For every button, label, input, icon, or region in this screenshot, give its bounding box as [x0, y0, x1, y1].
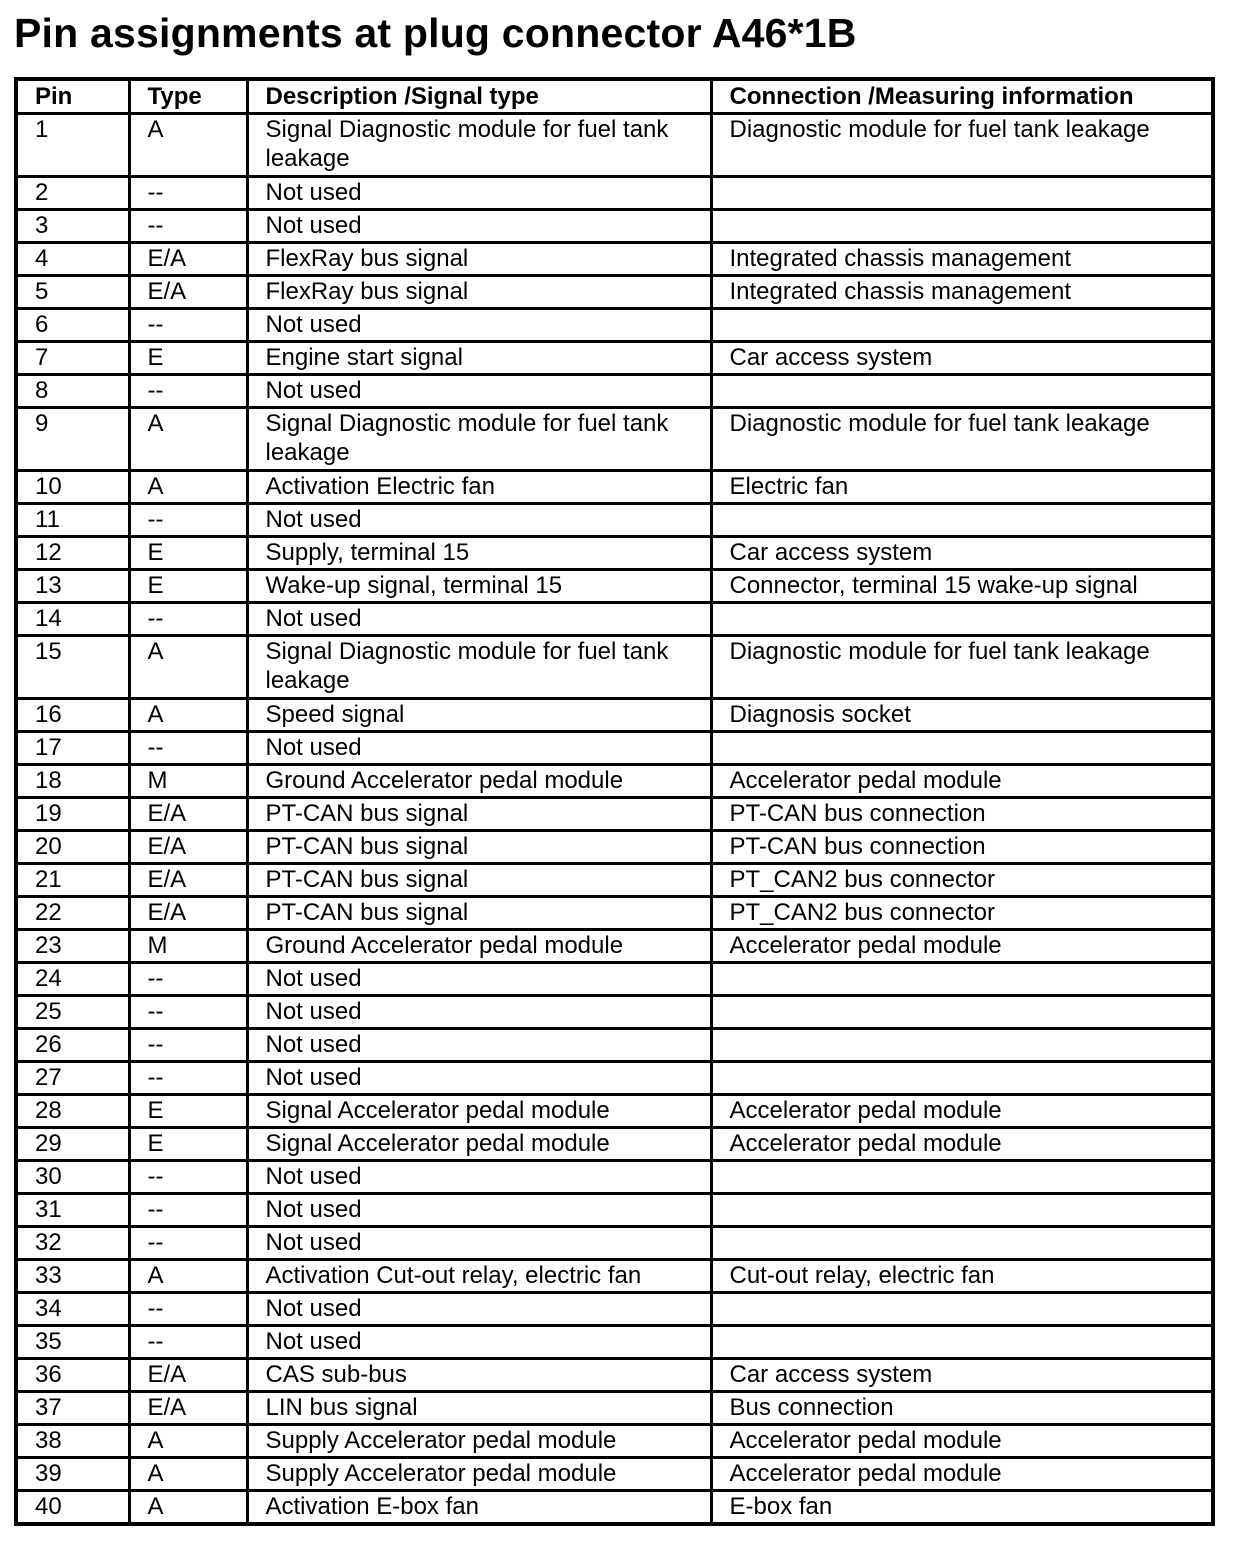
- cell-pin: 10: [16, 471, 129, 504]
- cell-connection: PT-CAN bus connection: [711, 798, 1213, 831]
- cell-connection: [711, 1161, 1213, 1194]
- cell-description: Not used: [247, 1062, 711, 1095]
- cell-connection: PT_CAN2 bus connector: [711, 864, 1213, 897]
- table-row: [16, 1095, 1213, 1128]
- cell-type: A: [129, 114, 247, 177]
- table-row: [16, 732, 1213, 765]
- cell-type: E: [129, 1128, 247, 1161]
- cell-type: A: [129, 1458, 247, 1491]
- cell-pin: 27: [16, 1062, 129, 1095]
- table-row: [16, 375, 1213, 408]
- table-row: [16, 1326, 1213, 1359]
- cell-type: --: [129, 603, 247, 636]
- cell-type: --: [129, 309, 247, 342]
- cell-pin: 1: [16, 114, 129, 177]
- table-row: [16, 1227, 1213, 1260]
- cell-pin: 13: [16, 570, 129, 603]
- cell-pin: 22: [16, 897, 129, 930]
- cell-pin: 4: [16, 243, 129, 276]
- cell-description: Engine start signal: [247, 342, 711, 375]
- cell-type: E: [129, 537, 247, 570]
- cell-description: FlexRay bus signal: [247, 243, 711, 276]
- cell-connection: [711, 375, 1213, 408]
- cell-connection: Diagnosis socket: [711, 699, 1213, 732]
- cell-description: Not used: [247, 1326, 711, 1359]
- cell-type: M: [129, 930, 247, 963]
- cell-type: E/A: [129, 1359, 247, 1392]
- column-header-type: Type: [129, 79, 247, 114]
- table-row: [16, 603, 1213, 636]
- cell-pin: 35: [16, 1326, 129, 1359]
- table-row: [16, 243, 1213, 276]
- cell-description: Not used: [247, 603, 711, 636]
- cell-pin: 40: [16, 1491, 129, 1525]
- cell-type: --: [129, 504, 247, 537]
- table-row: [16, 408, 1213, 471]
- cell-description: Speed signal: [247, 699, 711, 732]
- cell-type: A: [129, 1491, 247, 1525]
- cell-type: --: [129, 732, 247, 765]
- table-row: [16, 831, 1213, 864]
- cell-connection: [711, 1293, 1213, 1326]
- page-title: Pin assignments at plug connector A46*1B: [14, 10, 857, 56]
- cell-description: Supply Accelerator pedal module: [247, 1458, 711, 1491]
- column-header-description: Description /Signal type: [247, 79, 711, 114]
- table-row: [16, 1194, 1213, 1227]
- cell-description: Not used: [247, 1029, 711, 1062]
- table-row: [16, 1029, 1213, 1062]
- cell-type: A: [129, 1425, 247, 1458]
- table-row: [16, 765, 1213, 798]
- cell-pin: 15: [16, 636, 129, 699]
- cell-type: --: [129, 210, 247, 243]
- cell-pin: 31: [16, 1194, 129, 1227]
- cell-pin: 20: [16, 831, 129, 864]
- cell-connection: Integrated chassis management: [711, 243, 1213, 276]
- cell-description: Not used: [247, 1227, 711, 1260]
- table-row: [16, 1392, 1213, 1425]
- cell-pin: 11: [16, 504, 129, 537]
- cell-description: PT-CAN bus signal: [247, 897, 711, 930]
- table-row: [16, 114, 1213, 177]
- cell-description: Signal Diagnostic module for fuel tank leakage: [247, 408, 711, 471]
- cell-description: Not used: [247, 1194, 711, 1227]
- table-row: [16, 699, 1213, 732]
- cell-pin: 8: [16, 375, 129, 408]
- cell-connection: E-box fan: [711, 1491, 1213, 1525]
- cell-description: Wake-up signal, terminal 15: [247, 570, 711, 603]
- cell-pin: 25: [16, 996, 129, 1029]
- cell-description: PT-CAN bus signal: [247, 864, 711, 897]
- cell-type: E/A: [129, 864, 247, 897]
- table-row: [16, 1260, 1213, 1293]
- table-body: [16, 114, 1213, 1525]
- cell-type: A: [129, 636, 247, 699]
- cell-description: CAS sub-bus: [247, 1359, 711, 1392]
- cell-type: E/A: [129, 798, 247, 831]
- cell-description: Not used: [247, 1293, 711, 1326]
- cell-pin: 18: [16, 765, 129, 798]
- cell-connection: Electric fan: [711, 471, 1213, 504]
- table-row: [16, 1293, 1213, 1326]
- cell-type: --: [129, 1227, 247, 1260]
- cell-connection: [711, 1227, 1213, 1260]
- cell-description: LIN bus signal: [247, 1392, 711, 1425]
- cell-connection: Accelerator pedal module: [711, 1458, 1213, 1491]
- cell-connection: [711, 732, 1213, 765]
- cell-description: FlexRay bus signal: [247, 276, 711, 309]
- cell-type: --: [129, 375, 247, 408]
- table-row: [16, 897, 1213, 930]
- table-row: [16, 309, 1213, 342]
- table-row: [16, 276, 1213, 309]
- cell-type: --: [129, 1029, 247, 1062]
- table-row: [16, 570, 1213, 603]
- cell-type: E/A: [129, 897, 247, 930]
- cell-description: Activation Cut-out relay, electric fan: [247, 1260, 711, 1293]
- cell-connection: [711, 210, 1213, 243]
- table-row: [16, 1128, 1213, 1161]
- cell-connection: Car access system: [711, 537, 1213, 570]
- cell-pin: 17: [16, 732, 129, 765]
- cell-type: M: [129, 765, 247, 798]
- cell-type: E/A: [129, 1392, 247, 1425]
- cell-connection: [711, 1029, 1213, 1062]
- table-row: [16, 636, 1213, 699]
- cell-type: --: [129, 1161, 247, 1194]
- cell-pin: 30: [16, 1161, 129, 1194]
- cell-description: Not used: [247, 177, 711, 210]
- cell-pin: 37: [16, 1392, 129, 1425]
- cell-connection: Accelerator pedal module: [711, 765, 1213, 798]
- cell-type: --: [129, 1194, 247, 1227]
- cell-description: PT-CAN bus signal: [247, 831, 711, 864]
- cell-pin: 24: [16, 963, 129, 996]
- table-row: [16, 864, 1213, 897]
- cell-pin: 21: [16, 864, 129, 897]
- cell-type: A: [129, 1260, 247, 1293]
- cell-type: A: [129, 471, 247, 504]
- table-row: [16, 1458, 1213, 1491]
- cell-pin: 38: [16, 1425, 129, 1458]
- cell-connection: Diagnostic module for fuel tank leakage: [711, 408, 1213, 471]
- cell-pin: 29: [16, 1128, 129, 1161]
- cell-type: E: [129, 1095, 247, 1128]
- cell-connection: Bus connection: [711, 1392, 1213, 1425]
- cell-pin: 7: [16, 342, 129, 375]
- cell-description: Not used: [247, 309, 711, 342]
- cell-connection: Connector, terminal 15 wake-up signal: [711, 570, 1213, 603]
- cell-pin: 2: [16, 177, 129, 210]
- cell-connection: [711, 309, 1213, 342]
- cell-type: E: [129, 342, 247, 375]
- cell-type: E/A: [129, 243, 247, 276]
- table-row: [16, 930, 1213, 963]
- cell-description: Ground Accelerator pedal module: [247, 765, 711, 798]
- table-row: [16, 798, 1213, 831]
- cell-description: Signal Accelerator pedal module: [247, 1128, 711, 1161]
- cell-pin: 26: [16, 1029, 129, 1062]
- cell-pin: 5: [16, 276, 129, 309]
- cell-connection: Car access system: [711, 342, 1213, 375]
- table-row: [16, 1161, 1213, 1194]
- cell-description: PT-CAN bus signal: [247, 798, 711, 831]
- cell-description: Signal Diagnostic module for fuel tank leakage: [247, 114, 711, 177]
- table-row: [16, 1062, 1213, 1095]
- column-header-pin: Pin: [16, 79, 129, 114]
- cell-connection: [711, 996, 1213, 1029]
- cell-description: Ground Accelerator pedal module: [247, 930, 711, 963]
- cell-type: --: [129, 1293, 247, 1326]
- cell-pin: 3: [16, 210, 129, 243]
- cell-connection: Integrated chassis management: [711, 276, 1213, 309]
- cell-description: Not used: [247, 504, 711, 537]
- table-row: [16, 963, 1213, 996]
- table-row: [16, 1425, 1213, 1458]
- cell-type: --: [129, 963, 247, 996]
- table-row: [16, 1359, 1213, 1392]
- table-row: [16, 996, 1213, 1029]
- cell-connection: Accelerator pedal module: [711, 1425, 1213, 1458]
- cell-description: Not used: [247, 1161, 711, 1194]
- cell-description: Not used: [247, 963, 711, 996]
- cell-connection: Cut-out relay, electric fan: [711, 1260, 1213, 1293]
- cell-connection: Diagnostic module for fuel tank leakage: [711, 636, 1213, 699]
- table-row: [16, 177, 1213, 210]
- cell-description: Not used: [247, 732, 711, 765]
- cell-description: Signal Diagnostic module for fuel tank leakage: [247, 636, 711, 699]
- table-row: [16, 504, 1213, 537]
- cell-description: Not used: [247, 375, 711, 408]
- cell-connection: [711, 504, 1213, 537]
- cell-type: E: [129, 570, 247, 603]
- table-header-row: [16, 79, 1213, 114]
- cell-pin: 39: [16, 1458, 129, 1491]
- cell-type: A: [129, 408, 247, 471]
- cell-pin: 16: [16, 699, 129, 732]
- cell-pin: 19: [16, 798, 129, 831]
- cell-description: Supply Accelerator pedal module: [247, 1425, 711, 1458]
- cell-connection: [711, 603, 1213, 636]
- cell-connection: Car access system: [711, 1359, 1213, 1392]
- cell-pin: 14: [16, 603, 129, 636]
- table-row: [16, 537, 1213, 570]
- cell-type: E/A: [129, 276, 247, 309]
- cell-connection: Diagnostic module for fuel tank leakage: [711, 114, 1213, 177]
- cell-pin: 36: [16, 1359, 129, 1392]
- cell-type: --: [129, 996, 247, 1029]
- cell-type: E/A: [129, 831, 247, 864]
- cell-pin: 9: [16, 408, 129, 471]
- cell-pin: 12: [16, 537, 129, 570]
- cell-pin: 32: [16, 1227, 129, 1260]
- cell-connection: [711, 177, 1213, 210]
- table-row: [16, 210, 1213, 243]
- cell-connection: [711, 1194, 1213, 1227]
- cell-pin: 33: [16, 1260, 129, 1293]
- cell-pin: 23: [16, 930, 129, 963]
- cell-description: Activation Electric fan: [247, 471, 711, 504]
- cell-connection: Accelerator pedal module: [711, 1095, 1213, 1128]
- cell-description: Signal Accelerator pedal module: [247, 1095, 711, 1128]
- cell-type: A: [129, 699, 247, 732]
- cell-connection: PT-CAN bus connection: [711, 831, 1213, 864]
- cell-connection: Accelerator pedal module: [711, 930, 1213, 963]
- cell-pin: 34: [16, 1293, 129, 1326]
- cell-connection: [711, 1326, 1213, 1359]
- cell-connection: PT_CAN2 bus connector: [711, 897, 1213, 930]
- cell-description: Activation E-box fan: [247, 1491, 711, 1525]
- pin-assignment-table: [14, 77, 1215, 1526]
- cell-connection: [711, 963, 1213, 996]
- cell-pin: 28: [16, 1095, 129, 1128]
- table-row: [16, 342, 1213, 375]
- cell-description: Supply, terminal 15: [247, 537, 711, 570]
- column-header-connection: Connection /Measuring information: [711, 79, 1213, 114]
- cell-description: Not used: [247, 210, 711, 243]
- cell-connection: [711, 1062, 1213, 1095]
- table-row: [16, 1491, 1213, 1525]
- cell-pin: 6: [16, 309, 129, 342]
- cell-connection: Accelerator pedal module: [711, 1128, 1213, 1161]
- cell-type: --: [129, 1062, 247, 1095]
- cell-description: Not used: [247, 996, 711, 1029]
- cell-type: --: [129, 1326, 247, 1359]
- table-row: [16, 471, 1213, 504]
- cell-type: --: [129, 177, 247, 210]
